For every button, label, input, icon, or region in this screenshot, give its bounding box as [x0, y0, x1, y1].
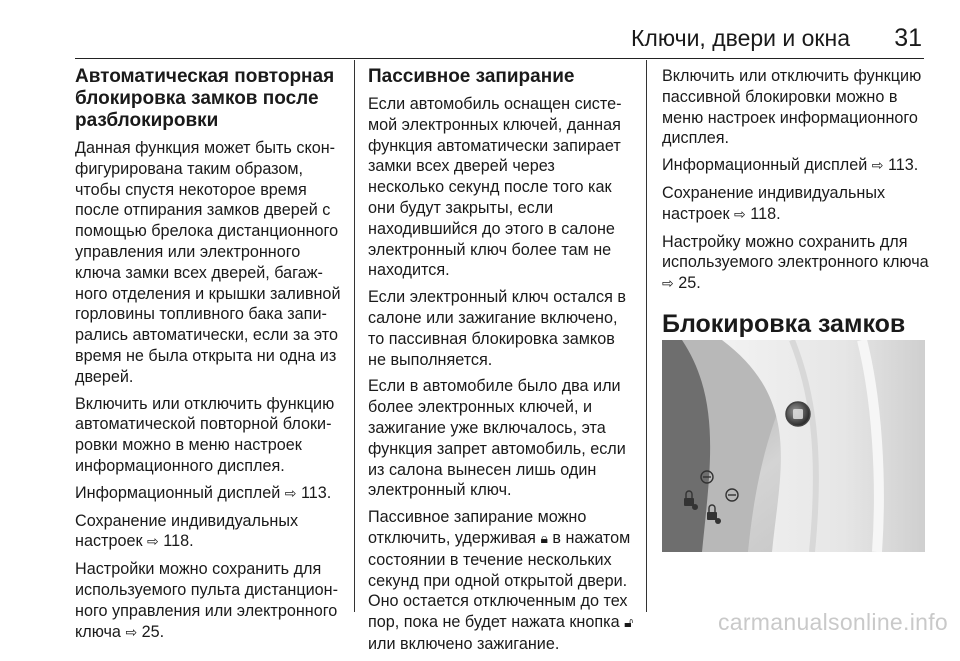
page-number: 31: [894, 24, 922, 52]
col3-p2-text: Информационный дисплей: [662, 156, 868, 175]
col2-p4-a: Пассивное запирание можно отключить, удерживая: [368, 508, 587, 547]
column-2: [368, 66, 634, 661]
unlock-key-icon: 🔓︎: [624, 615, 634, 632]
col3-paragraph-2: [662, 155, 930, 177]
section-title: Ключи, двери и окна: [631, 25, 850, 51]
col1-p5-ref: 25.: [141, 622, 165, 641]
col1-p4-text: Сохранение индивидуальных настроек: [75, 511, 299, 551]
col1-paragraph-4: [75, 511, 347, 554]
header-rule: [75, 58, 924, 59]
col2-paragraph-2: Если электронный ключ остался в салоне или зажигание включено, то пассивная блокировка замков не выполняется.: [368, 288, 626, 369]
ref-arrow-icon: ⇨: [147, 534, 159, 551]
col2-p4-b: в нажатом состоянии в течение нескольких секунд при одной открытой двери. Оно остается отключенным до тех пор, пока не будет нажата кнопка: [368, 528, 631, 632]
col1-p4-ref: 118.: [163, 532, 194, 551]
col1-paragraph-2: Включить или отключить функцию автоматической повторной блокировки можно в меню настроек информационного дисплея.: [75, 394, 335, 475]
col2-heading: Пассивное запирание: [368, 66, 575, 87]
col3-p3-ref: 118.: [750, 204, 781, 223]
column-divider-2: [646, 60, 647, 612]
ref-arrow-icon: ⇨: [125, 624, 138, 641]
page-header: [0, 20, 960, 60]
col3-heading: Блокировка замков: [662, 309, 906, 338]
col1-paragraph-5: [75, 559, 347, 643]
column-divider-1: [354, 60, 355, 612]
col2-paragraph-3: Если в автомобиле было два или более электронных ключей, и зажигание уже включалось, эта функция запрет автомобиль, если из салона вынесен лишь один электронный ключ.: [368, 377, 626, 500]
col3-p2-ref: 113.: [887, 156, 919, 175]
column-1: [75, 66, 347, 649]
col3-paragraph-1: Включить или отключить функцию пассивной блокировки можно в меню настроек информационного дисплея.: [662, 67, 922, 148]
col1-paragraph-3: [75, 483, 347, 505]
ref-arrow-icon: ⇨: [871, 158, 884, 175]
col1-heading: Автоматическая повторная блокировка замков после разблокировки: [75, 66, 335, 131]
col3-paragraph-4: [662, 232, 930, 295]
col1-p5-text: Настройки можно сохранить для используемого пульта дистанционного управления или электронного ключа: [75, 560, 339, 641]
col3-p4-text: Настройку можно сохранить для используемого электронного ключа: [662, 232, 929, 272]
col2-paragraph-4: [368, 507, 634, 655]
lock-key-icon: 🔒︎: [540, 530, 548, 547]
col2-p4-c: или включено зажигание.: [368, 634, 560, 653]
col3-p3-text: Сохранение индивидуальных настроек: [662, 183, 886, 223]
col1-paragraph-1: Данная функция может быть сконфигурирована таким образом, чтобы спустя некоторое время после отпирания замков дверей с помощью брелока дистанционного управления или электронного ключа замки всех дверей, багажного отделения и крышки заливной горловины топливного бака запирались автоматически, если за это время не была открыта ни одна из дверей.: [75, 139, 341, 386]
column-3: [662, 66, 930, 369]
col2-paragraph-1: Если автомобиль оснащен системой электронных ключей, данная функция автоматически запирает замки всех дверей через несколько секунд после того как они будут закрыты, если находившийся до этого в салоне электронный ключ более там не находится.: [368, 95, 622, 280]
col1-p3-text: Информационный дисплей: [75, 483, 281, 502]
col1-p3-ref: 113.: [300, 483, 332, 502]
child-lock-photo: [662, 340, 925, 552]
col3-p4-ref: 25.: [678, 274, 701, 293]
col3-paragraph-3: [662, 183, 930, 226]
ref-arrow-icon: ⇨: [662, 276, 674, 293]
watermark-text: carmanualsonline.info: [717, 609, 948, 635]
ref-arrow-icon: ⇨: [284, 485, 297, 502]
ref-arrow-icon: ⇨: [734, 206, 746, 223]
